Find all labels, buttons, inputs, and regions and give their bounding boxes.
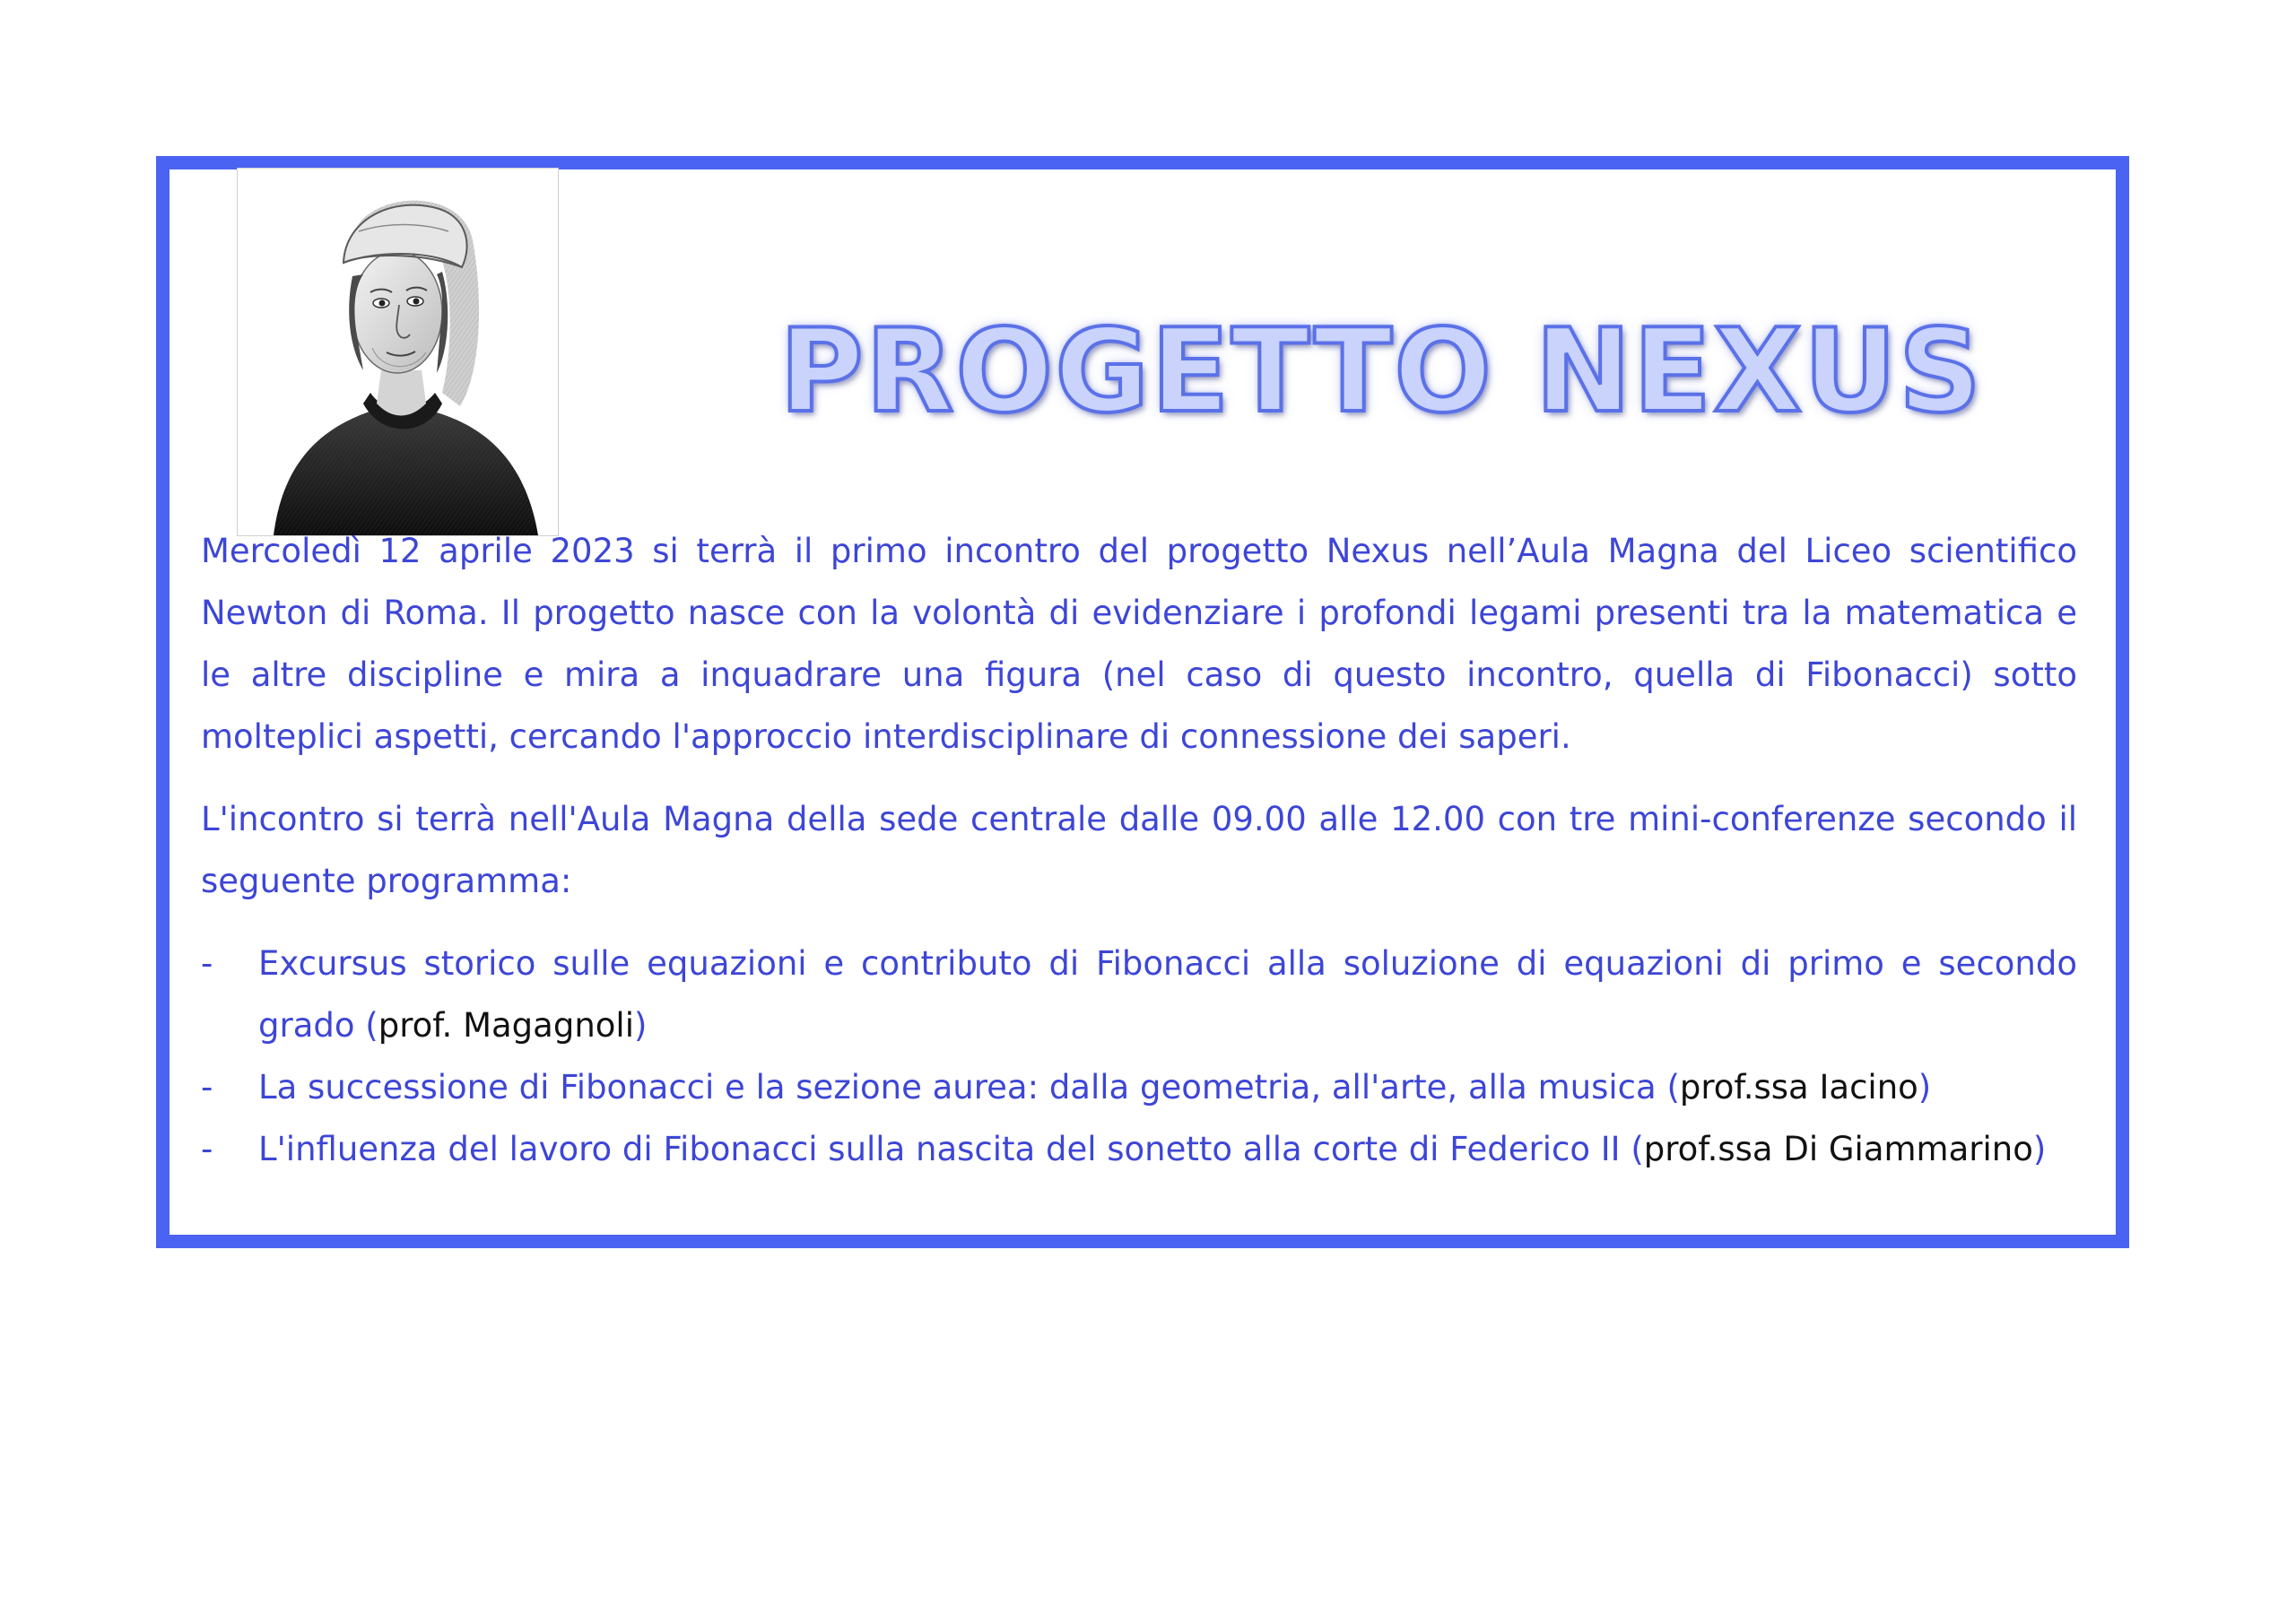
intro-paragraph: Mercoledì 12 aprile 2023 si terrà il primo incontro del progetto Nexus nell’Aula Magna del Liceo scientifico Newton di Roma. Il progetto nasce con la volontà di evidenziare i profondi legami presenti tra la matematica e le altre discipline e mira a inquadrare una figura (nel caso di questo incontro, quella di Fibonacci) sotto molteplici aspetti, cercando l'approccio interdisciplinare di connessione dei saperi. <box>201 532 2077 756</box>
list-bullet: - <box>201 944 213 983</box>
list-bullet: - <box>201 1068 213 1107</box>
talk-close: ) <box>633 1006 648 1045</box>
schedule-paragraph: L'incontro si terrà nell'Aula Magna della sede centrale dalle 09.00 alle 12.00 con tre mini-conferenze secondo il seguente programma: <box>201 800 2077 900</box>
portrait-engraving <box>238 169 558 535</box>
talk-close: ) <box>2032 1130 2047 1168</box>
page-title: PROGETTO NEXUS <box>779 305 1983 438</box>
document-body <box>201 520 2077 1180</box>
talk-speaker: prof.ssa Di Giammarino <box>1643 1130 2033 1168</box>
list-item <box>201 1118 2077 1180</box>
talk-title: La successione di Fibonacci e la sezione aurea: dalla geometria, all'arte, alla musica ( <box>258 1068 1680 1107</box>
talk-title: L'influenza del lavoro di Fibonacci sulla nascita del sonetto alla corte di Federico II ( <box>258 1130 1644 1168</box>
talk-speaker: prof.ssa Iacino <box>1679 1068 1918 1107</box>
list-bullet: - <box>201 1130 213 1168</box>
fibonacci-portrait-image <box>237 168 559 536</box>
program-list <box>201 933 2077 1180</box>
talk-title: Excursus storico sulle equazioni e contributo di Fibonacci alla soluzione di equazioni di primo e secondo grado ( <box>258 944 2077 1045</box>
talk-speaker: prof. Magagnoli <box>378 1006 634 1045</box>
list-item <box>201 1056 2077 1118</box>
list-item <box>201 933 2077 1056</box>
talk-close: ) <box>1918 1068 1932 1107</box>
